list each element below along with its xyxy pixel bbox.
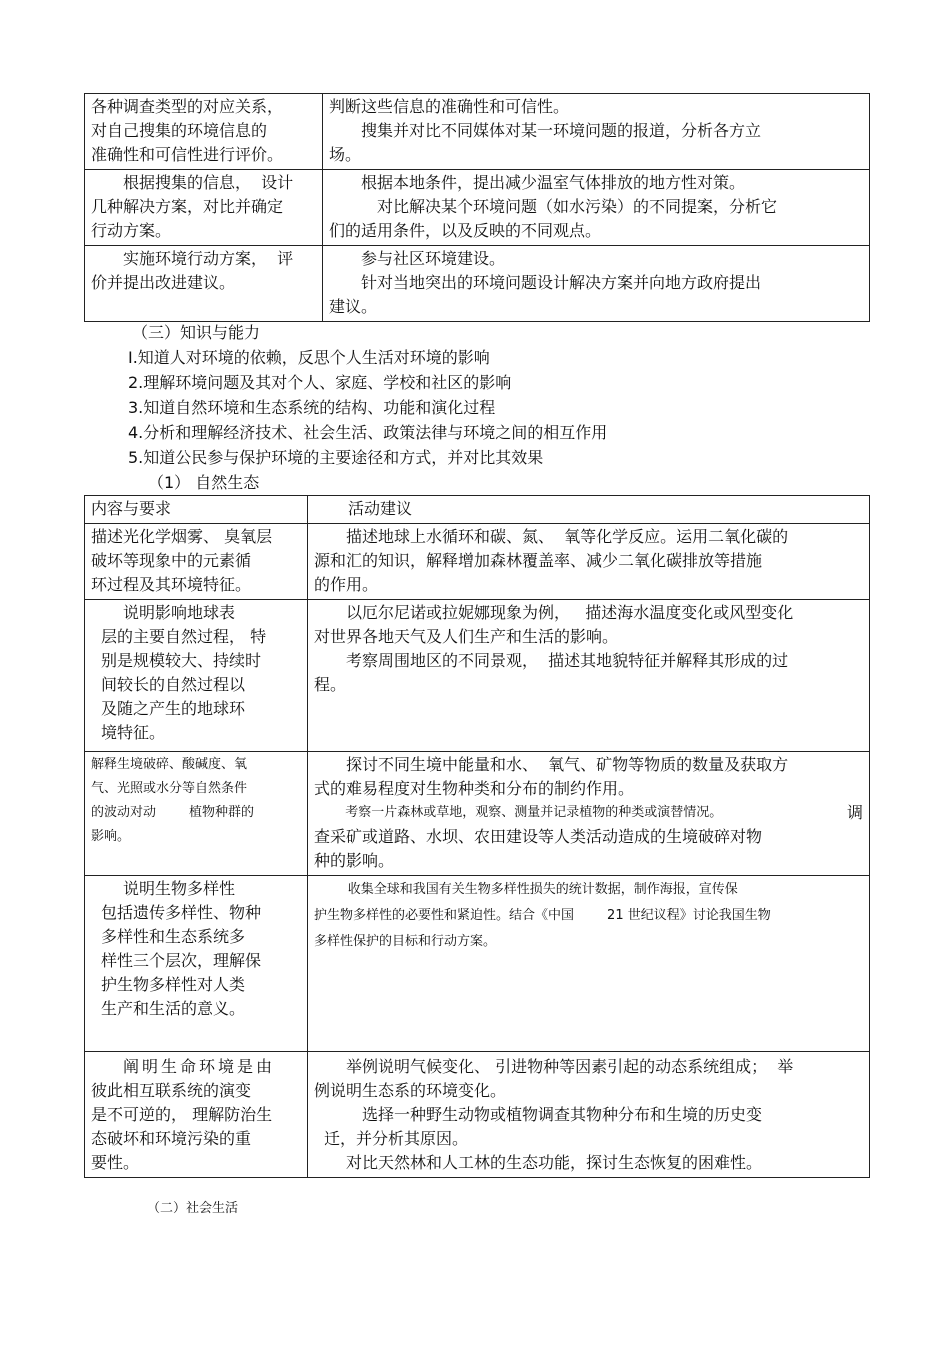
section-item: 2.理解环境问题及其对个人、家庭、学校和社区的影响 bbox=[128, 373, 512, 392]
column-header-content: 内容与要求 bbox=[85, 496, 308, 524]
table-row bbox=[85, 524, 870, 600]
table-header-row bbox=[85, 496, 870, 524]
cell-line: 影响。 bbox=[91, 829, 131, 844]
table-row bbox=[85, 752, 870, 876]
cell-line: 参与社区环境建设。 bbox=[361, 249, 506, 268]
cell-line: 对比天然林和人工林的生态功能，探讨生态恢复的困难性。 bbox=[346, 1153, 763, 1172]
column-header-label: 活动建议 bbox=[348, 499, 413, 518]
cell-line: 护生物多样性的必要性和紧迫性。结合《中国 21 世纪议程》讨论我国生物 bbox=[314, 908, 771, 923]
table-cell-requirement bbox=[85, 752, 308, 876]
natural-ecology-table bbox=[84, 495, 870, 1178]
cell-text: 考察一片森林或草地，观察、测量并记录植物的种类或演替情况。 bbox=[345, 805, 723, 820]
section-heading: （三）知识与能力 bbox=[132, 323, 261, 342]
cell-line: 说明影响地球表 bbox=[123, 603, 236, 622]
cell-line: 判断这些信息的准确性和可信性。 bbox=[329, 97, 570, 116]
cell-line: 根据搜集的信息， 设计 bbox=[123, 173, 294, 192]
table-cell-requirement bbox=[85, 246, 323, 322]
environment-action-table bbox=[84, 93, 870, 322]
section-item: 5.知道公民参与保护环境的主要途径和方式，并对比其效果 bbox=[128, 448, 544, 467]
table-cell-suggestion bbox=[308, 1052, 870, 1178]
cell-line: 查采矿或道路、水坝、农田建设等人类活动造成的生境破碎对物 bbox=[314, 827, 763, 846]
cell-line: 境特征。 bbox=[101, 723, 166, 742]
cell-line: 收集全球和我国有关生物多样性损失的统计数据，制作海报，宣传保 bbox=[347, 882, 738, 897]
cell-line: 层的主要自然过程， 特 bbox=[101, 627, 267, 646]
section-item: 4.分析和理解经济技术、社会生活、政策法律与环境之间的相互作用 bbox=[128, 423, 608, 442]
cell-text: 调 bbox=[846, 803, 863, 822]
cell-line: 破坏等现象中的元素循 bbox=[91, 551, 252, 570]
cell-line: 考察周围地区的不同景观， 描述其地貌特征并解释其形成的过 bbox=[346, 651, 789, 670]
table-cell-requirement bbox=[85, 94, 323, 170]
table-cell-requirement bbox=[85, 170, 323, 246]
cell-line bbox=[314, 801, 863, 825]
cell-line: 种的影响。 bbox=[314, 851, 395, 870]
cell-line: 对比解决某个环境问题（如水污染）的不同提案，分析它 bbox=[377, 197, 778, 216]
cell-line: 描述地球上水循环和碳、氮、 氧等化学反应。运用二氧化碳的 bbox=[346, 527, 789, 546]
cell-line: 是不可逆的， 理解防治生 bbox=[91, 1105, 273, 1124]
sub-heading: （1） 自然生态 bbox=[148, 473, 260, 492]
table-row bbox=[85, 600, 870, 752]
cell-line: 价并提出改进建议。 bbox=[91, 273, 236, 292]
cell-line: 式的难易程度对生物种类和分布的制约作用。 bbox=[314, 779, 635, 798]
table-row bbox=[85, 246, 870, 322]
cell-line: 说明生物多样性 bbox=[123, 879, 236, 898]
cell-line: 选择一种野生动物或植物调查其物种分布和生境的历史变 bbox=[362, 1105, 763, 1124]
cell-line: 要性。 bbox=[91, 1153, 140, 1172]
cell-line: 几种解决方案，对比并确定 bbox=[91, 197, 284, 216]
cell-line: 行动方案。 bbox=[91, 221, 172, 240]
cell-line: 例说明生态系的环境变化。 bbox=[314, 1081, 507, 1100]
table-cell-suggestion bbox=[308, 524, 870, 600]
cell-line: 实施环境行动方案， 评 bbox=[123, 249, 294, 268]
cell-line: 样性三个层次，理解保 bbox=[101, 951, 262, 970]
cell-line: 的波动对动 植物种群的 bbox=[91, 805, 255, 820]
table-cell-suggestion bbox=[323, 94, 870, 170]
cell-line: 描述光化学烟雾、 臭氧层 bbox=[91, 527, 273, 546]
cell-line: 以厄尔尼诺或拉妮娜现象为例， 描述海水温度变化或风型变化 bbox=[346, 603, 794, 622]
table-cell-requirement bbox=[85, 524, 308, 600]
cell-line: 迁，并分析其原因。 bbox=[324, 1129, 469, 1148]
column-header-activity bbox=[308, 496, 870, 524]
cell-line: 对世界各地天气及人们生产和生活的影响。 bbox=[314, 627, 619, 646]
cell-line: 气、光照或水分等自然条件 bbox=[91, 781, 248, 796]
table-cell-requirement bbox=[85, 1052, 308, 1178]
table-cell-suggestion bbox=[323, 246, 870, 322]
table-cell-suggestion bbox=[308, 752, 870, 876]
cell-line: 解释生境破碎、酸碱度、氧 bbox=[91, 757, 248, 772]
table-cell-suggestion bbox=[308, 600, 870, 752]
cell-line: 场。 bbox=[329, 145, 362, 164]
cell-line: 准确性和可信性进行评价。 bbox=[91, 145, 284, 164]
table-row bbox=[85, 170, 870, 246]
table-row bbox=[85, 1052, 870, 1178]
cell-line: 间较长的自然过程以 bbox=[101, 675, 246, 694]
cell-line: 搜集并对比不同媒体对某一环境问题的报道，分析各方立 bbox=[361, 121, 762, 140]
cell-line: 对自己搜集的环境信息的 bbox=[91, 121, 268, 140]
table-row bbox=[85, 876, 870, 1052]
cell-line: 生产和生活的意义。 bbox=[101, 999, 246, 1018]
table-cell-requirement bbox=[85, 876, 308, 1052]
section-item: I.知道人对环境的依赖，反思个人生活对环境的影响 bbox=[128, 348, 490, 367]
table-cell-suggestion bbox=[308, 876, 870, 1052]
cell-line: 阐明生命环境是由 bbox=[123, 1057, 276, 1076]
cell-line: 多样性和生态系统多 bbox=[101, 927, 246, 946]
footer-heading: （二）社会生活 bbox=[147, 1201, 239, 1216]
cell-line: 包括遗传多样性、物种 bbox=[101, 903, 262, 922]
cell-line: 环过程及其环境特征。 bbox=[91, 575, 252, 594]
cell-line: 们的适用条件，以及反映的不同观点。 bbox=[329, 221, 602, 240]
cell-line: 探讨不同生境中能量和水、 氧气、矿物等物质的数量及获取方 bbox=[346, 755, 789, 774]
cell-line: 多样性保护的目标和行动方案。 bbox=[314, 934, 497, 949]
cell-line: 建议。 bbox=[329, 297, 378, 316]
cell-line: 源和汇的知识，解释增加森林覆盖率、减少二氧化碳排放等措施 bbox=[314, 551, 763, 570]
cell-line: 别是规模较大、持续时 bbox=[101, 651, 262, 670]
table-row bbox=[85, 94, 870, 170]
cell-line: 的作用。 bbox=[314, 575, 379, 594]
table-cell-requirement bbox=[85, 600, 308, 752]
cell-line: 护生物多样性对人类 bbox=[101, 975, 246, 994]
cell-line: 举例说明气候变化、 引进物种等因素引起的动态系统组成； 举 bbox=[346, 1057, 794, 1076]
cell-line: 程。 bbox=[314, 675, 347, 694]
cell-line: 根据本地条件，提出减少温室气体排放的地方性对策。 bbox=[361, 173, 746, 192]
cell-line: 及随之产生的地球环 bbox=[101, 699, 246, 718]
cell-line: 针对当地突出的环境问题设计解决方案并向地方政府提出 bbox=[361, 273, 762, 292]
cell-line: 彼此相互联系统的演变 bbox=[91, 1081, 252, 1100]
cell-line: 态破坏和环境污染的重 bbox=[91, 1129, 252, 1148]
section-item: 3.知道自然环境和生态系统的结构、功能和演化过程 bbox=[128, 398, 496, 417]
cell-line: 各种调查类型的对应关系， bbox=[91, 97, 284, 116]
table-cell-suggestion bbox=[323, 170, 870, 246]
